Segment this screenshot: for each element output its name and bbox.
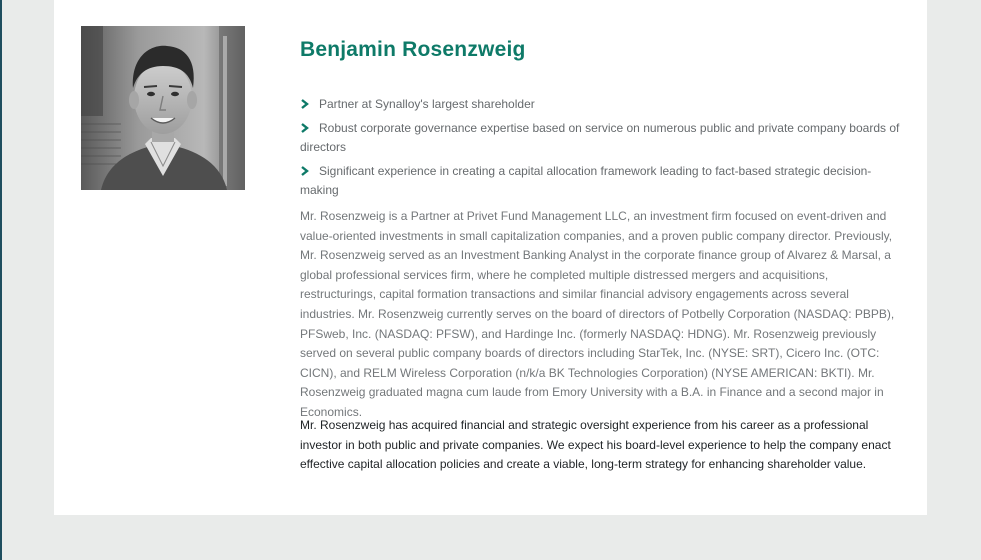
chevron-right-icon: [300, 99, 310, 109]
highlight-text: Robust corporate governance expertise based on service on numerous public and private company boards of directors: [300, 120, 900, 154]
profile-name: Benjamin Rosenzweig: [300, 38, 526, 61]
highlight-text: Significant experience in creating a capital allocation framework leading to fact-based strategic decision-making: [300, 163, 872, 197]
highlight-text: Partner at Synalloy's largest shareholder: [319, 97, 535, 111]
portrait-image: [81, 26, 245, 190]
list-item: [300, 119, 900, 158]
chevron-right-icon: [300, 123, 310, 133]
biography-paragraph: Mr. Rosenzweig is a Partner at Privet Fund Management LLC, an investment firm focused on event-driven and value-oriented investments in small capitalization companies, and a proven public company director. Previously, Mr. Rosenzweig served as an Investment Banking Analyst in the corporate finance group of Alvarez & Marsal, a global professional services firm, where he completed multiple distressed mergers and acquisitions, restructurings, capital formation transactions and similar financial advisory engagements across several industries. Mr. Rosenzweig currently serves on the board of directors of Potbelly Corporation (NASDAQ: PBPB), PFSweb, Inc. (NASDAQ: PFSW), and Hardinge Inc. (formerly NASDAQ: HDNG). Mr. Rosenzweig previously served on several public company boards of directors including StarTek, Inc. (NYSE: SRT), Cicero Inc. (OTC: CICN), and RELM Wireless Corporation (n/k/a BK Technologies Corporation) (NYSE AMERICAN: BKTI). Mr. Rosenzweig graduated magna cum laude from Emory University with a B.A. in Finance and a second major in Economics.: [300, 209, 895, 419]
highlights-list: [300, 95, 900, 205]
profile-card: [54, 0, 927, 515]
list-item: [300, 162, 900, 201]
chevron-right-icon: [300, 166, 310, 176]
summary-paragraph: Mr. Rosenzweig has acquired financial and strategic oversight experience from his career as a professional investor in both public and private companies. We expect his board-level experience to help the company enact effective capital allocation policies and create a viable, long-term strategy for enhancing shareholder value.: [300, 418, 891, 472]
list-item: [300, 95, 900, 115]
page-edge-bar: [0, 0, 2, 560]
profile-photo: [81, 26, 245, 190]
